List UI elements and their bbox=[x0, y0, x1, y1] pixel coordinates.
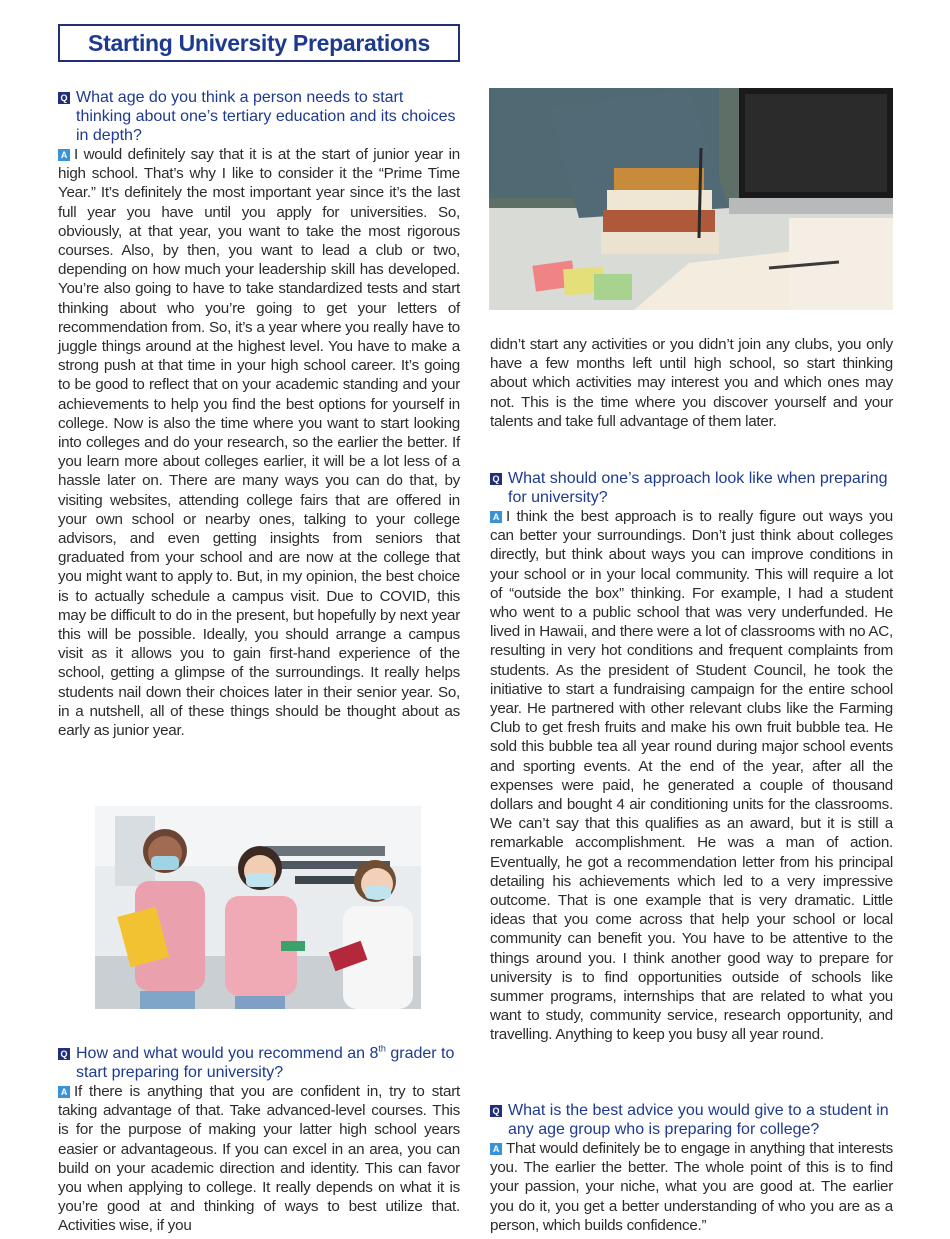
question-badge: Q bbox=[58, 92, 70, 104]
question-text: How and what would you recommend an 8 bbox=[76, 1045, 379, 1062]
study-desk-photo bbox=[489, 88, 893, 310]
question-text: What age do you think a person needs to start thinking about one’s tertiary education and its choices in depth? bbox=[76, 89, 456, 144]
question-text: What should one’s approach look like when preparing for university? bbox=[508, 470, 888, 506]
answer-text: If there is anything that you are confident in, try to start taking advantage of that. Take advanced-level courses. This is for the purpose of making your latter high school years easier or advantageous. If you can excel in an area, you can build on your academic direction and identity. This can favor you when applying to college. It really depends on what it is you’re good at and thinking of ways to best utilize that. Activities wise, if you bbox=[58, 1083, 460, 1235]
answer-continued bbox=[490, 335, 893, 431]
question-heading bbox=[58, 88, 460, 145]
question-text: What is the best advice you would give to a student in any age group who is preparing for college? bbox=[508, 1102, 889, 1138]
answer-badge: A bbox=[490, 1143, 502, 1155]
answer-badge: A bbox=[58, 149, 70, 161]
section-8th-grade bbox=[58, 1044, 460, 1236]
question-heading bbox=[490, 469, 893, 507]
question-heading bbox=[490, 1101, 893, 1139]
question-badge: Q bbox=[490, 1105, 502, 1117]
answer-badge: A bbox=[490, 511, 502, 523]
answer-text: I think the best approach is to really figure out ways you can better your surroundings. Don’t just think about colleges directly, but think about ways you can improve conditions in your school or in your local community. This will require a lot of “outside the box” thinking. For example, I had a student who went to a public school that was very underfunded. He lived in Hawaii, and there were a lot of classrooms with no AC, resulting in very hot conditions and frequent complaints from students. As the president of Student Council, he took the initiative to start a fundraising campaign for the entire school year. He partnered with other relevant clubs like the Farming Club to get fresh fruits and make his own fruit bubble tea. He sold this bubble tea all year round during major school events and sporting events. At the end of the year, after all the expenses were paid, he generated a couple of thousand dollars and bought 4 air conditioning units for the classrooms. We can’t say that this qualifies as an award, but it is still a remarkable accomplishment. He was a man of action. Eventually, he got a recommendation letter from his principal detailing his achievements which led to a very impressive outcome. That is one example that is very dramatic. Little ideas that you come across that help your school or local community can benefit you. You have to be attentive to the things around you. I think another good way to prepare for university is to find opportunities outside of schools like summer programs, internships that are related to what you want to study, community service, research opportunity, and travelling. Anything to keep you busy all year round. bbox=[490, 508, 893, 1044]
question-badge: Q bbox=[58, 1048, 70, 1060]
section-approach bbox=[490, 469, 893, 1045]
answer-paragraph bbox=[490, 1139, 893, 1235]
answer-text-continued: didn’t start any activities or you didn’t join any clubs, you only have a few months left until high school, so start thinking about which activities may interest you and which ones may not. This is the time where you discover yourself and your talents and take full advantage of them later. bbox=[490, 336, 893, 430]
answer-text: That would definitely be to engage in anything that interests you. The earlier the better. The whole point of this is to find your passion, your niche, what you are good at. The earlier you do it, you get a better understanding of who you are as a person, which builds confidence.” bbox=[490, 1140, 893, 1234]
question-heading bbox=[58, 1044, 460, 1082]
question-badge: Q bbox=[490, 473, 502, 485]
question-text-end: grader to start preparing for university? bbox=[76, 1045, 455, 1081]
section-age-question bbox=[58, 88, 460, 740]
answer-badge: A bbox=[58, 1086, 70, 1098]
answer-paragraph bbox=[58, 145, 460, 740]
answer-paragraph bbox=[58, 1082, 460, 1236]
students-photo bbox=[95, 806, 421, 1009]
ordinal-suffix: th bbox=[378, 1043, 386, 1054]
answer-paragraph bbox=[490, 507, 893, 1045]
page-title: Starting University Preparations bbox=[58, 24, 460, 62]
section-best-advice bbox=[490, 1101, 893, 1235]
answer-text: I would definitely say that it is at the start of junior year in high school. That’s why I like to consider it the “Prime Time Year.” It’s definitely the most important year since it’s the last full year you have until you apply for universities. So, obviously, at that year, you want to take the most rigorous courses. Also, by then, you want to lead a club or two, depending on how much your leadership skill has developed. You’re also going to have to take standardized tests and start thinking about who you’re going to get your letters of recommendation from. So, it’s a year where you really have to juggle things around at the highest level. You have to make a strong push at that time in your high school career. It’s going to be good to reflect that on your academic standing and your achievements to help you find the best options for yourself in college. Now is also the time where you want to start looking into colleges and do your research, so the earlier the better. If you learn more about colleges earlier, it will be a lot less of a hassle later on. There are many ways you can do that, by visiting websites, attending college fairs that are offered in your own school or nearby ones, talking to your college advisors, and even getting insights from seniors that graduated from your school and are now at the college that you might want to apply to. But, in my opinion, the best choice is to actually schedule a campus visit. Due to COVID, this may be difficult to do in the present, but hopefully by next year this will be possible. Ideally, you should arrange a campus visit as it allows you to gain first-hand experience of the school, getting a glimpse of the surroundings. It really helps students nail down their choices later in their senior year. So, in a nutshell, all of these things should be thought about as early as junior year. bbox=[58, 146, 460, 740]
